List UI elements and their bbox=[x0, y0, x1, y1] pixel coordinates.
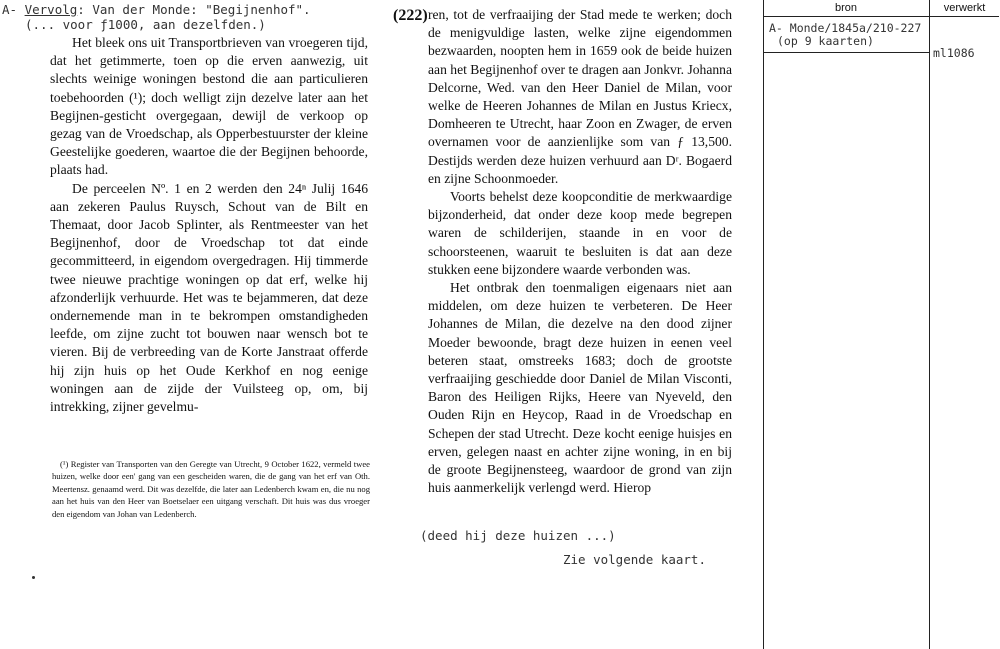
middle-paragraph-2: Voorts behelst deze koopconditie de merkwaardige bijzonderheid, dat onder deze koop mede begrepen waren de schilderijen, staande in en voor de schoorsteenen, waaruit te besluiten is dat aan deze stukken eene bijzondere waarde verbonden was. bbox=[428, 189, 732, 277]
header-verwerkt: verwerkt bbox=[943, 2, 986, 14]
next-card-note: Zie volgende kaart. bbox=[563, 552, 706, 567]
bron-row-rule bbox=[763, 52, 929, 53]
stray-dot bbox=[32, 576, 35, 579]
table-border-left bbox=[763, 0, 764, 649]
continuation-note: (deed hij deze huizen ...) bbox=[420, 528, 616, 543]
footnote bbox=[52, 458, 370, 520]
footnote-text: (¹) Register van Transporten van den Geregte van Utrecht, 9 October 1622, vermeld twee huizen, welke door een' gang van een gescheiden waren, die de gang van het erf van Oth. Meertensz. genaamd werd. Dit was dezelfde, die later aan Ledenberch kwam en, die nu nog aan het huis van den Heer van Boetselaer een uitgang verschaft. Dit huis was dus vroeger den eigendom van Johan van Ledenberch. bbox=[52, 459, 370, 519]
table-column-divider bbox=[929, 0, 930, 649]
header-title: : Van der Monde: "Begijnenhof". bbox=[77, 2, 311, 17]
header-subtitle: (... voor ƒ1000, aan dezelfden.) bbox=[25, 17, 266, 32]
verwerkt-value: ml1086 bbox=[933, 46, 975, 60]
card-header bbox=[2, 2, 311, 32]
header-prefix: A- bbox=[2, 2, 18, 17]
table-header-rule bbox=[763, 16, 999, 17]
header-label: Vervolg bbox=[24, 2, 78, 17]
left-column bbox=[50, 34, 368, 416]
middle-paragraph-3: Het ontbrak den toenmaligen eigenaars niet aan middelen, om deze huizen te verbeteren. De Heer Johannes de Milan, die dezelve na den dood zijner Moeder bewoonde, bragt deze huizen in eenen veel beteren staat, omstreeks 1683; doch de grootste verfraaijing geschiedde door Daniel de Milan Visconti, Baron des Heiligen Rijks, Heere van Nyeveld, den Ouden Rijn en Heycop, Raad in de Vroedschap en Schepen der stad Utrecht. Deze kocht eenige huisjes en erven, gelegen naast en achter zijne woning, in en bij de groote Begijnensteeg, waardoor de grond van zijn huis aanmerkelijk verlengd werd. Hierop bbox=[428, 280, 732, 496]
source-table bbox=[763, 0, 999, 649]
left-paragraph-2: De perceelen Nº. 1 en 2 werden den 24ⁿ Julij 1646 aan zekeren Paulus Ruysch, Schout van de Bilt en Themaat, door Jacob Splinter, als Rentmeester van het Begijnenhof, door de Vroedschap tot dat einde gecommitteerd, in eigendom overgedragen. Hij timmerde twee nieuwe prachtige woningen op dat erf, welke hij afzonderlijk verhuurde. Het was te bejammeren, dat deze ondernemende man in te bekrompen omstandigheden leefde, om zijne zucht tot bouwen naar wensch bot te vieren. Bij de verbreeding van de Korte Janstraat offerde hij zijn huis op het Oude Kerkhof en nog eenige woningen aan de zijde der Vuilsteeg op, om, bij intrekking, zijner gevelmu- bbox=[50, 180, 368, 415]
bron-line-1: A- Monde/1845a/210-227 bbox=[769, 21, 922, 35]
bron-line-2: (op 9 kaarten) bbox=[777, 34, 874, 48]
middle-paragraph-1: ren, tot de verfraaijing der Stad mede te werken; doch de menigvuldige lasten, welke zijne eigendommen bezwaarden, noopten hem in 1659 ook de beide huizen aan het Begijnenhof over te dragen aan Jonkvr. Johanna Delcorne, Wed. van den Heer Daniel de Milan, voor welke de Heeren Johannes de Milan en Justus Kriecx, Domheeren te Utrecht, haar Zoon en Zwager, de erven overnamen voor de aanzienlijke som van ƒ 13,500. Destijds werden deze huizen verhuurd aan Dʳ. Bogaerd en zijne Schoonmoeder. bbox=[428, 7, 732, 186]
left-paragraph-1: Het bleek ons uit Transportbrieven van vroegeren tijd, dat het getimmerte, toen op die erven aanwezig, uit slechts weinige woningen bestond die aan particulieren toebehoorden (¹); doch welligt zijn dezelve later aan het Begijnen-gesticht overgegaan, dewijl de verkoop op gezag van de Vroedschap, als Opperbestuurster der kleine Geestelijke goederen, waartoe die der Begijnen behoorde, plaats had. bbox=[50, 35, 368, 178]
header-bron: bron bbox=[834, 2, 858, 14]
page-number: (222) bbox=[393, 7, 428, 24]
middle-column bbox=[428, 6, 732, 497]
